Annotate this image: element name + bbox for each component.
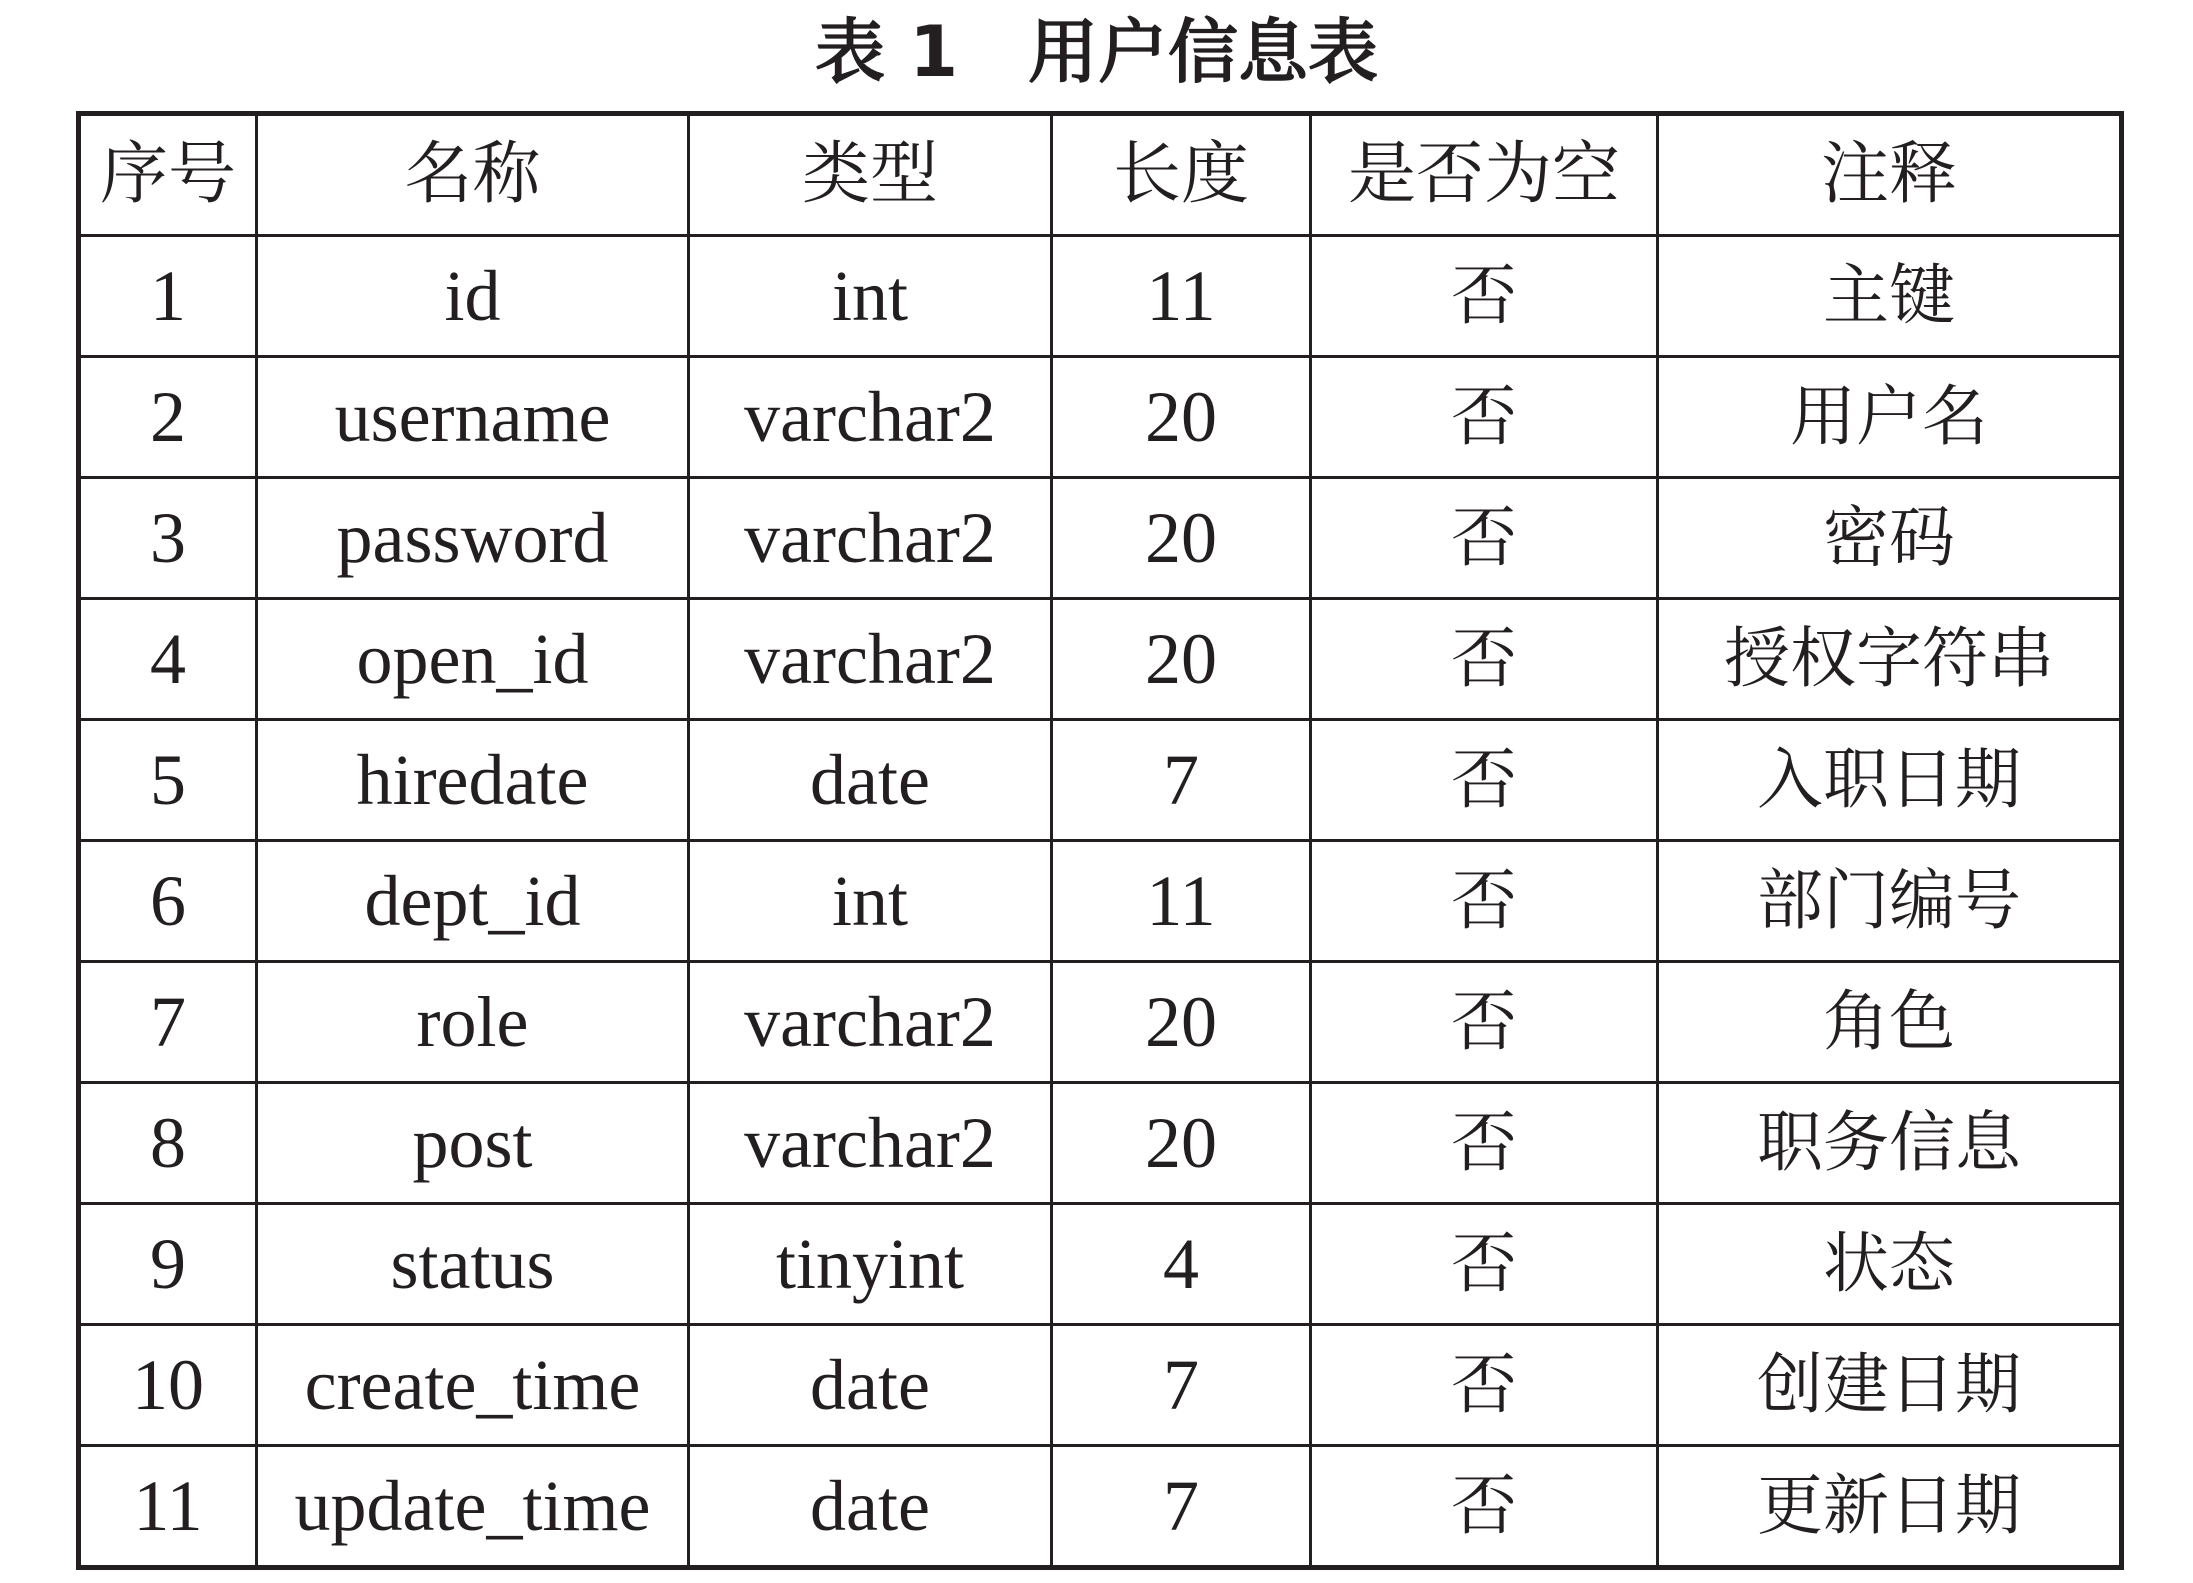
cell-type: varchar2 (689, 478, 1052, 599)
cell-comment: 更新日期 (1658, 1446, 2122, 1568)
cell-nullable: 否 (1311, 599, 1658, 720)
cell-type: date (689, 1446, 1052, 1568)
cell-length: 4 (1052, 1204, 1311, 1325)
cell-type: int (689, 841, 1052, 962)
cell-name: username (257, 357, 689, 478)
cell-name: open_id (257, 599, 689, 720)
table-row (79, 1325, 2122, 1446)
cell-type: date (689, 720, 1052, 841)
cell-length: 7 (1052, 720, 1311, 841)
cell-index: 2 (79, 357, 257, 478)
cell-comment: 授权字符串 (1658, 599, 2122, 720)
cell-length: 20 (1052, 599, 1311, 720)
cell-comment: 职务信息 (1658, 1083, 2122, 1204)
table-header (79, 114, 2122, 236)
table-row (79, 1204, 2122, 1325)
cell-type: int (689, 236, 1052, 357)
cell-comment: 用户名 (1658, 357, 2122, 478)
cell-name: dept_id (257, 841, 689, 962)
cell-index: 6 (79, 841, 257, 962)
cell-index: 8 (79, 1083, 257, 1204)
table-row (79, 599, 2122, 720)
cell-nullable: 否 (1311, 1446, 1658, 1568)
cell-name: id (257, 236, 689, 357)
cell-length: 20 (1052, 357, 1311, 478)
cell-index: 10 (79, 1325, 257, 1446)
cell-index: 3 (79, 478, 257, 599)
cell-index: 4 (79, 599, 257, 720)
cell-nullable: 否 (1311, 1325, 1658, 1446)
cell-nullable: 否 (1311, 1083, 1658, 1204)
cell-length: 20 (1052, 478, 1311, 599)
cell-index: 9 (79, 1204, 257, 1325)
header-index: 序号 (79, 114, 257, 236)
cell-name: role (257, 962, 689, 1083)
table-caption: 表 1 用户信息表 (814, 11, 1379, 93)
cell-length: 20 (1052, 962, 1311, 1083)
cell-name: update_time (257, 1446, 689, 1568)
table-row (79, 720, 2122, 841)
cell-comment: 密码 (1658, 478, 2122, 599)
cell-nullable: 否 (1311, 720, 1658, 841)
cell-type: varchar2 (689, 599, 1052, 720)
cell-index: 5 (79, 720, 257, 841)
cell-name: status (257, 1204, 689, 1325)
cell-comment: 主键 (1658, 236, 2122, 357)
cell-comment: 角色 (1658, 962, 2122, 1083)
cell-type: tinyint (689, 1204, 1052, 1325)
cell-nullable: 否 (1311, 357, 1658, 478)
cell-comment: 入职日期 (1658, 720, 2122, 841)
header-comment: 注释 (1658, 114, 2122, 236)
cell-type: varchar2 (689, 962, 1052, 1083)
cell-name: create_time (257, 1325, 689, 1446)
cell-nullable: 否 (1311, 478, 1658, 599)
cell-nullable: 否 (1311, 236, 1658, 357)
cell-index: 1 (79, 236, 257, 357)
table-row (79, 841, 2122, 962)
cell-length: 11 (1052, 236, 1311, 357)
cell-length: 7 (1052, 1446, 1311, 1568)
cell-type: varchar2 (689, 1083, 1052, 1204)
table-row (79, 478, 2122, 599)
cell-comment: 创建日期 (1658, 1325, 2122, 1446)
cell-nullable: 否 (1311, 1204, 1658, 1325)
cell-name: hiredate (257, 720, 689, 841)
cell-index: 11 (79, 1446, 257, 1568)
cell-nullable: 否 (1311, 962, 1658, 1083)
table-row (79, 1083, 2122, 1204)
cell-nullable: 否 (1311, 841, 1658, 962)
table-row (79, 357, 2122, 478)
cell-comment: 状态 (1658, 1204, 2122, 1325)
cell-length: 20 (1052, 1083, 1311, 1204)
table-body (79, 236, 2122, 1568)
cell-name: password (257, 478, 689, 599)
cell-length: 11 (1052, 841, 1311, 962)
header-name: 名称 (257, 114, 689, 236)
table-row (79, 962, 2122, 1083)
header-row (79, 114, 2122, 236)
table-row (79, 1446, 2122, 1568)
cell-comment: 部门编号 (1658, 841, 2122, 962)
header-type: 类型 (689, 114, 1052, 236)
cell-name: post (257, 1083, 689, 1204)
header-nullable: 是否为空 (1311, 114, 1658, 236)
cell-index: 7 (79, 962, 257, 1083)
user-info-table (76, 111, 2124, 1570)
cell-length: 7 (1052, 1325, 1311, 1446)
header-length: 长度 (1052, 114, 1311, 236)
table-row (79, 236, 2122, 357)
cell-type: date (689, 1325, 1052, 1446)
cell-type: varchar2 (689, 357, 1052, 478)
